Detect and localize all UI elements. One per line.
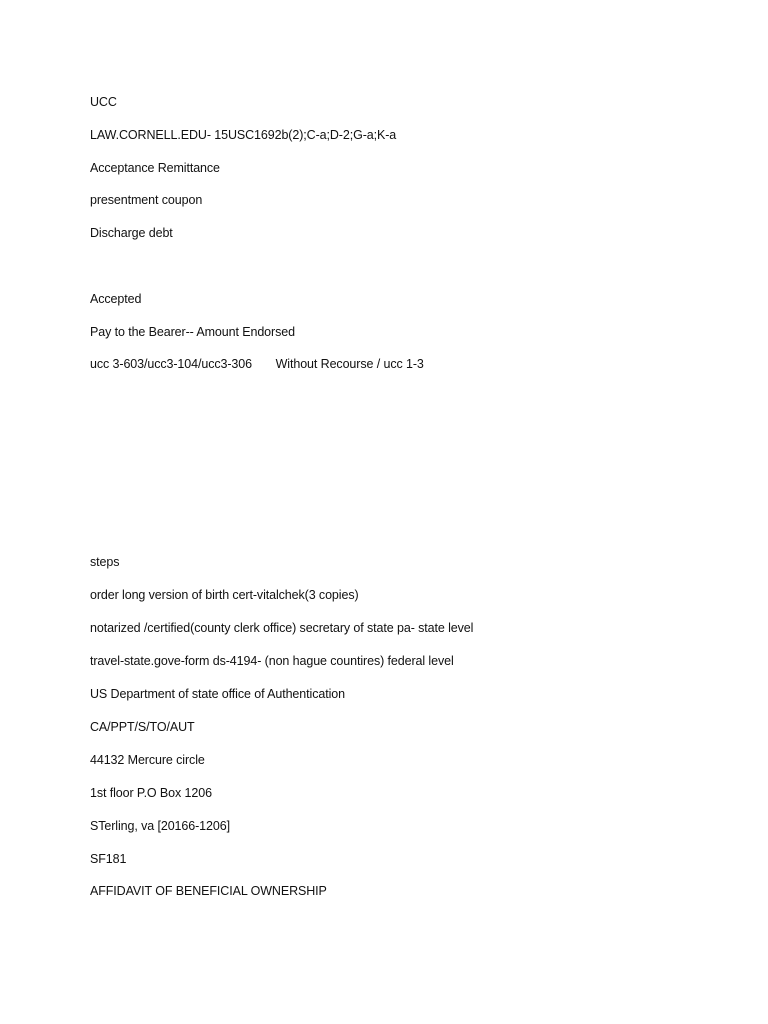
steps-heading: steps: [90, 555, 120, 569]
step-notarized: notarized /certified(county clerk office) secretary of state pa- state level: [90, 621, 474, 635]
presentment-coupon-line: presentment coupon: [90, 193, 203, 207]
law-cornell-reference: LAW.CORNELL.EDU- 15USC1692b(2);C-a;D-2;G-a;K-a: [90, 128, 397, 142]
accepted-line: Accepted: [90, 292, 142, 306]
address-department: US Department of state office of Authentication: [90, 687, 345, 701]
address-street: 44132 Mercure circle: [90, 753, 205, 767]
affidavit-title: AFFIDAVIT OF BENEFICIAL OWNERSHIP: [90, 884, 327, 898]
pay-to-bearer-line: Pay to the Bearer-- Amount Endorsed: [90, 325, 295, 339]
form-sf181: SF181: [90, 852, 127, 866]
step-birth-cert: order long version of birth cert-vitalchek(3 copies): [90, 588, 359, 602]
heading-ucc: UCC: [90, 95, 117, 109]
discharge-debt-line: Discharge debt: [90, 226, 173, 240]
address-city: STerling, va [20166-1206]: [90, 819, 230, 833]
ucc-references-line: ucc 3-603/ucc3-104/ucc3-306 Without Recourse / ucc 1-3: [90, 357, 424, 371]
acceptance-remittance-line: Acceptance Remittance: [90, 161, 220, 175]
step-travel-state: travel-state.gove-form ds-4194- (non hague countires) federal level: [90, 654, 454, 668]
address-po-box: 1st floor P.O Box 1206: [90, 786, 212, 800]
address-office-code: CA/PPT/S/TO/AUT: [90, 720, 195, 734]
